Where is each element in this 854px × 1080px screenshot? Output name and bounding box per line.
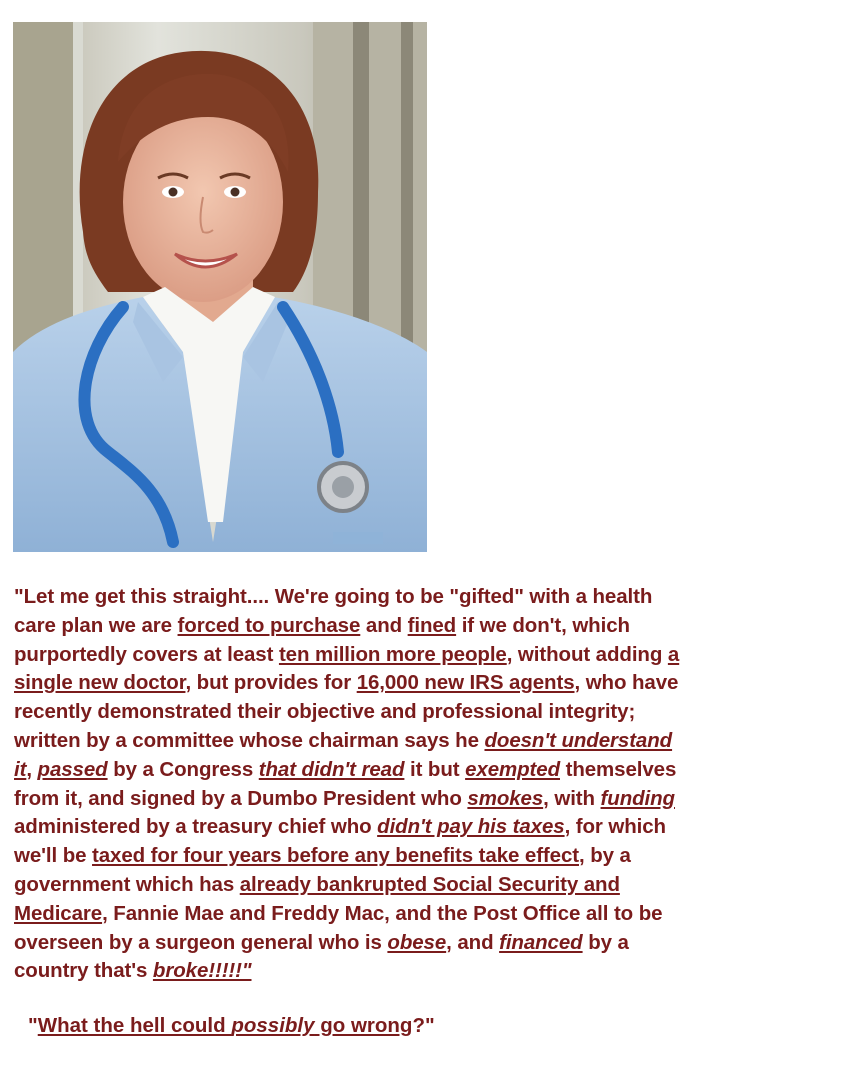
quote-text: , but provides for	[185, 671, 357, 695]
emphasized-phrase: taxed for four years before any benefits take effect	[92, 844, 579, 868]
quote-text: written by a committee whose chairman says he	[14, 728, 485, 752]
emphasized-phrase: didn't pay his taxes	[377, 815, 565, 839]
emphasized-phrase: it	[14, 757, 27, 781]
quote-text: and	[360, 613, 408, 637]
emphasized-phrase: exempted	[465, 757, 560, 781]
quote-text: we'll be	[14, 844, 93, 868]
quote-text: , and	[446, 930, 500, 954]
quote-line	[14, 871, 844, 900]
quote-line	[14, 583, 844, 612]
quote-text: country that's	[14, 959, 153, 983]
quote-text: government which has	[14, 872, 240, 896]
quote-line	[14, 900, 844, 929]
quote-line	[14, 929, 844, 958]
quote-line	[14, 813, 844, 842]
quote-line	[14, 756, 844, 785]
emphasized-phrase: forced to purchase	[177, 613, 361, 637]
emphasized-phrase: funding	[600, 786, 675, 810]
closing-question	[28, 1014, 435, 1038]
quote-text: , for which	[564, 815, 666, 839]
quote-line	[14, 785, 844, 814]
emphasized-phrase: a	[667, 642, 680, 666]
quote-text: "	[28, 1014, 38, 1037]
doctor-photo	[13, 22, 427, 552]
emphasized-phrase: broke!!!!!"	[152, 959, 252, 983]
quote-text: themselves	[560, 757, 677, 781]
quote-text: administered by a treasury chief who	[14, 815, 378, 839]
emphasized-phrase: go wrong	[314, 1014, 413, 1037]
quote-line	[14, 842, 844, 871]
emphasized-phrase: obese	[387, 930, 447, 954]
quote-line	[14, 698, 844, 727]
emphasized-phrase: Medicare	[14, 901, 103, 925]
quote-text: ,	[26, 757, 38, 781]
quote-text: purportedly covers at least	[14, 642, 279, 666]
emphasized-phrase: ten million more people	[278, 642, 507, 666]
emphasized-phrase: 16,000 new IRS agents	[356, 671, 575, 695]
quote-text: by a Congress	[107, 757, 259, 781]
quote-line	[14, 641, 844, 670]
quote-text: if we don't, which	[456, 613, 630, 637]
emphasized-phrase: single new doctor	[14, 671, 186, 695]
quote-text: by a	[582, 930, 629, 954]
doctor-portrait-illustration	[13, 22, 427, 552]
quote-text: from it, and signed by a Dumbo President who	[14, 786, 468, 810]
emphasized-phrase: passed	[37, 757, 108, 781]
quote-line	[14, 957, 844, 986]
emphasized-phrase: that didn't read	[258, 757, 405, 781]
quote-text: , who have	[574, 671, 679, 695]
quote-text-block	[14, 583, 844, 986]
quote-text: , with	[543, 786, 601, 810]
quote-text: , without adding	[506, 642, 668, 666]
emphasized-phrase: doesn't understand	[484, 728, 673, 752]
quote-text: care plan we are	[14, 613, 178, 637]
quote-text: , Fannie Mae and Freddy Mac, and the Post Office all to be	[102, 901, 663, 925]
quote-line	[14, 669, 844, 698]
emphasized-phrase: What the hell could	[37, 1014, 232, 1037]
quote-text: recently demonstrated their objective and professional integrity;	[14, 700, 636, 724]
emphasized-phrase: possibly	[231, 1014, 315, 1037]
emphasized-phrase: fined	[407, 613, 457, 637]
emphasized-phrase: already bankrupted Social Security and	[239, 872, 620, 896]
emphasized-phrase: financed	[499, 930, 583, 954]
quote-text: ?"	[412, 1014, 435, 1037]
quote-text: overseen by a surgeon general who is	[14, 930, 388, 954]
quote-line	[14, 612, 844, 641]
quote-text: , by a	[579, 844, 631, 868]
quote-line	[14, 727, 844, 756]
quote-text: it but	[404, 757, 466, 781]
emphasized-phrase: smokes	[467, 786, 544, 810]
quote-text: "Let me get this straight.... We're going to be "gifted" with a health	[14, 585, 653, 608]
